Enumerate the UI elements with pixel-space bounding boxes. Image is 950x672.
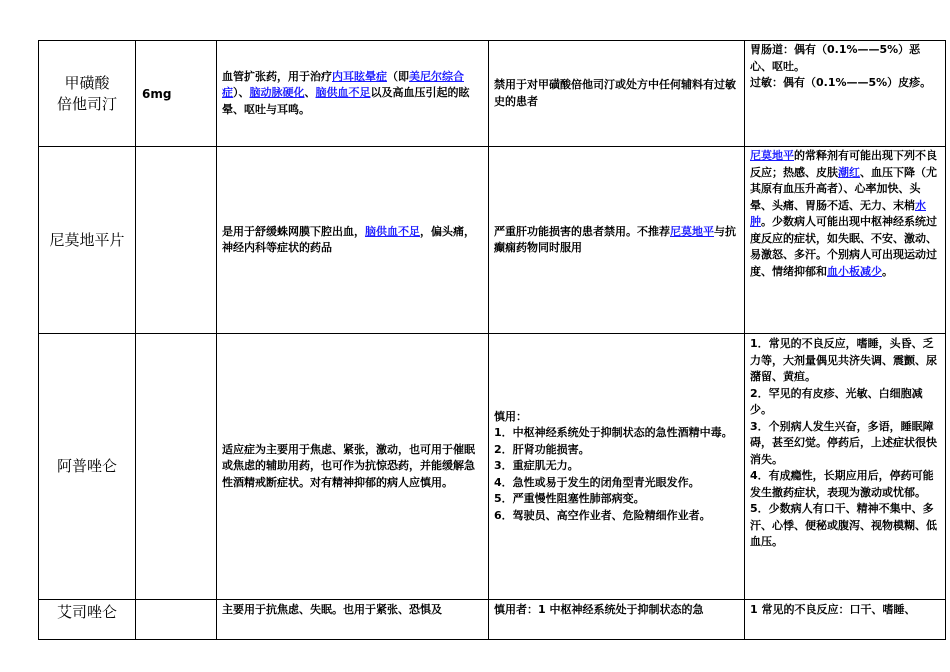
dose-cell <box>136 600 217 640</box>
link-meniere[interactable]: 美尼尔综合症 <box>222 69 464 100</box>
link-flushing[interactable]: 潮红 <box>838 165 860 179</box>
link-thrombocytopenia[interactable]: 血小板减少 <box>827 264 882 278</box>
table-row <box>39 147 946 334</box>
side-effects-cell: 1 常见的不良反应：口干、嗜睡、 <box>745 600 946 640</box>
table-row <box>39 41 946 147</box>
link-edema[interactable]: 水肿 <box>750 198 926 228</box>
dose-cell <box>136 147 217 334</box>
indication-cell: 血管扩张药，用于治疗内耳眩晕症（即美尼尔综合症）、脑动脉硬化、脑供血不足以及高血压引起的眩晕、呕吐与耳鸣。 <box>217 41 489 147</box>
side-effects-cell: 尼莫地平的常释剂有可能出现下列不良反应；热感、皮肤潮红、血压下降（尤其原有血压升高者）、心率加快、头晕、头痛、胃肠不适、无力、末梢水肿。少数病人可能出现中枢神经系统过度反应的症状，如失眠、不安、激动、易激怒、多汗。个别病人可出现运动过度、情绪抑郁和血小板减少。 <box>745 147 946 334</box>
drug-name: 阿普唑仑 <box>39 334 136 600</box>
dose-cell: 6mg <box>136 41 217 147</box>
side-effects-cell: 胃肠道：偶有（0.1%——5%）恶心、呕吐。 过敏：偶有（0.1%——5%）皮疹。 <box>745 41 946 147</box>
table-row <box>39 334 946 600</box>
dose-cell <box>136 334 217 600</box>
drug-table <box>38 40 946 640</box>
link-cerebral-insufficiency[interactable]: 脑供血不足 <box>315 86 371 100</box>
indication-cell: 适应症为主要用于焦虑、紧张，激动，也可用于催眠或焦虑的辅助用药，也可作为抗惊恐药，并能缓解急性酒精戒断症状。对有精神抑郁的病人应慎用。 <box>217 334 489 600</box>
table-row <box>39 600 946 640</box>
link-cerebral-insufficiency[interactable]: 脑供血不足 <box>365 224 420 238</box>
link-inner-ear-vertigo[interactable]: 内耳眩晕症 <box>332 69 387 83</box>
side-effects-cell: 1．常见的不良反应，嗜睡，头昏、乏力等，大剂量偶见共济失调、震颤、尿潴留、黄疸。 2．罕见的有皮疹、光敏、白细胞减少。 3．个别病人发生兴奋，多语，睡眠障碍，甚至幻觉。停药后，上述症状很快消失。 4．有成瘾性，长期应用后，停药可能发生撤药症状，表现为激动或忧郁。 5．少数病人有口干、精神不集中、多汗、心悸、便秘或腹泻、视物模糊、低血压。 <box>745 334 946 600</box>
drug-name: 艾司唑仑 <box>39 600 136 640</box>
drug-name: 甲磺酸 <box>64 73 110 92</box>
contraindication-cell: 慎用者：1 中枢神经系统处于抑制状态的急 <box>489 600 745 640</box>
drug-name: 尼莫地平片 <box>39 147 136 334</box>
contraindication-cell: 严重肝功能损害的患者禁用。不推荐尼莫地平与抗癫痫药物同时服用 <box>489 147 745 334</box>
drug-name-cell <box>39 41 136 147</box>
link-cerebral-arteriosclerosis[interactable]: 脑动脉硬化 <box>249 86 305 100</box>
contraindication-cell: 禁用于对甲磺酸倍他司汀或处方中任何辅料有过敏史的患者 <box>489 41 745 147</box>
link-nimodipine[interactable]: 尼莫地平 <box>750 149 794 162</box>
link-nimodipine[interactable]: 尼莫地平 <box>670 224 714 238</box>
indication-cell: 是用于舒缓蛛网膜下腔出血，脑供血不足，偏头痛，神经内科等症状的药品 <box>217 147 489 334</box>
drug-name: 倍他司汀 <box>56 94 117 113</box>
contraindication-cell: 慎用： 1．中枢神经系统处于抑制状态的急性酒精中毒。 2．肝肾功能损害。 3．重症肌无力。 4．急性或易于发生的闭角型青光眼发作。 5．严重慢性阻塞性肺部病变。 6．驾驶员、高空作业者、危险精细作业者。 <box>489 334 745 600</box>
indication-cell: 主要用于抗焦虑、失眠。也用于紧张、恐惧及 <box>217 600 489 640</box>
